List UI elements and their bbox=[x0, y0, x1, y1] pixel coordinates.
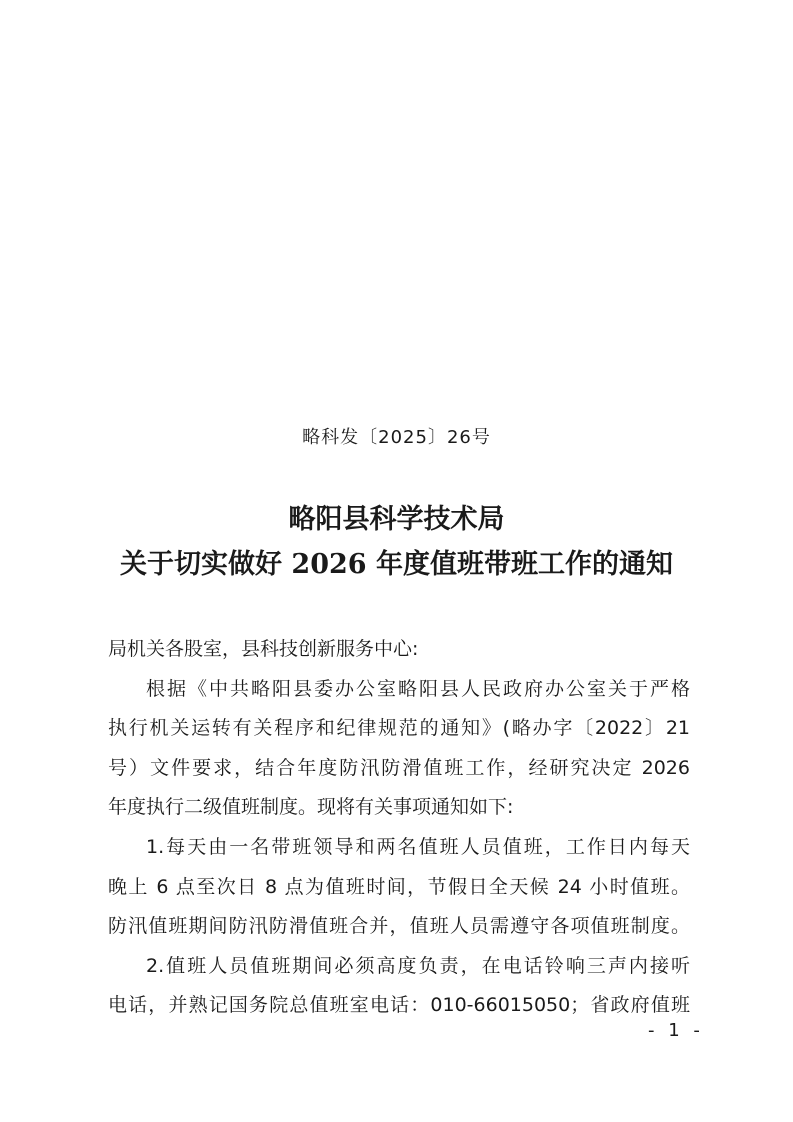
body-line: 号）文件要求，结合年度防汛防滑值班工作，经研究决定 2026 bbox=[108, 756, 690, 779]
salutation: 局机关各股室，县科技创新服务中心: bbox=[108, 638, 419, 660]
body-line: 电话，并熟记国务院总值班室电话：010-66015050；省政府值班 bbox=[108, 994, 690, 1017]
body-line: 2.值班人员值班期间必须高度负责，在电话铃响三声内接听 bbox=[146, 954, 690, 977]
body-line: 1.每天由一名带班领导和两名值班人员值班，工作日内每天 bbox=[146, 835, 690, 858]
document-number: 略科发〔2025〕26号 bbox=[302, 427, 491, 448]
page-number: - 1 - bbox=[648, 1020, 704, 1041]
document-title-line-1: 略阳县科学技术局 bbox=[288, 504, 505, 535]
document-title-line-2: 关于切实做好 2026 年度值班带班工作的通知 bbox=[120, 549, 673, 580]
body-line: 年度执行二级值班制度。现将有关事项通知如下: bbox=[108, 796, 514, 819]
body-line: 执行机关运转有关程序和纪律规范的通知》(略办字〔2022〕21 bbox=[108, 717, 690, 740]
document-body bbox=[108, 630, 690, 1026]
body-line: 防汛值班期间防汛防滑值班合并，值班人员需遵守各项值班制度。 bbox=[108, 915, 690, 938]
body-line: 晚上 6 点至次日 8 点为值班时间，节假日全天候 24 小时值班。 bbox=[108, 875, 690, 898]
body-line: 根据《中共略阳县委办公室略阳县人民政府办公室关于严格 bbox=[146, 677, 690, 700]
